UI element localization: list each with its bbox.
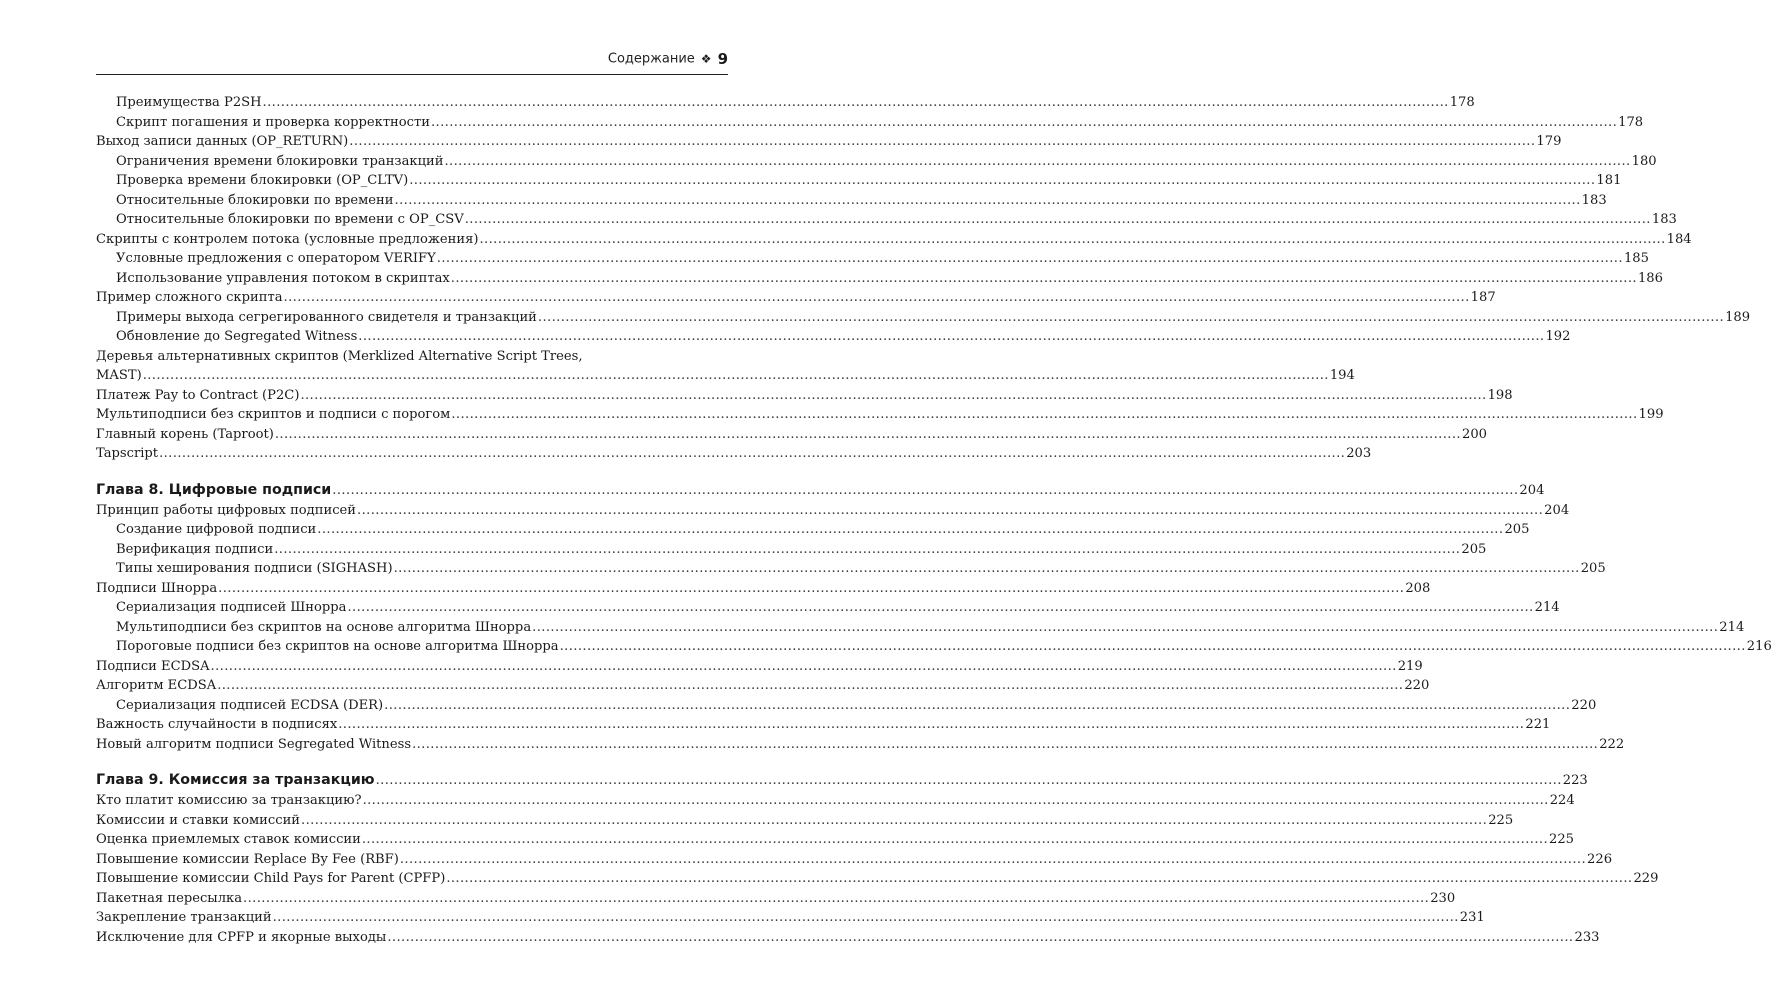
toc-entry[interactable] — [96, 132, 1562, 152]
dot-leader: .................................................................................................................................................................................................................................................................... — [358, 329, 1545, 344]
toc-entry-label: Обновление до Segregated Witness — [116, 329, 358, 344]
toc-entry-page: 208 — [1405, 580, 1431, 596]
toc-entry-label: Деревья альтернативных скриптов (Merklized Alternative Script Trees, — [96, 348, 583, 364]
dot-leader: .................................................................................................................................................................................................................................................................... — [412, 736, 1599, 752]
toc-section-chapter8 — [96, 501, 1772, 755]
dot-leader: .................................................................................................................................................................................................................................................................... — [394, 192, 1581, 208]
toc-entry-label: Условные предложения с оператором VERIFY — [116, 251, 436, 266]
toc-entry-label: Скрипт погашения и проверка корректности — [116, 114, 430, 130]
toc-entry[interactable] — [96, 288, 1496, 308]
toc-entry-page: 183 — [1651, 212, 1677, 227]
dot-leader: .................................................................................................................................................................................................................................................................... — [357, 502, 1544, 518]
toc-entry[interactable] — [96, 152, 1657, 172]
toc-entry[interactable] — [96, 928, 1600, 948]
toc-entry-page: 229 — [1633, 871, 1659, 886]
toc-entry-label: Пакетная пересылка — [96, 890, 243, 906]
dot-leader: .................................................................................................................................................................................................................................................................... — [399, 851, 1587, 867]
toc-entry-label: Исключение для CPFP и якорные выходы — [96, 929, 387, 945]
toc-entry-page: 216 — [1746, 639, 1772, 654]
toc-entry-page: 189 — [1725, 309, 1751, 325]
dot-leader: .................................................................................................................................................................................................................................................................... — [300, 387, 1487, 403]
toc-entry-page: 231 — [1459, 910, 1485, 925]
toc-entry-label: Оценка приемлемых ставок комиссии — [96, 832, 361, 847]
toc-entry[interactable] — [96, 850, 1613, 870]
toc-entry-label: Закрепление транзакций — [96, 910, 272, 925]
toc-entry-label: MAST) — [96, 368, 142, 383]
toc-entry-label: Пример сложного скрипта — [96, 290, 283, 305]
toc-entry-label: Типы хеширования подписи (SIGHASH) — [116, 561, 393, 576]
toc-entry[interactable] — [96, 444, 1372, 464]
toc-entry-page: 199 — [1638, 407, 1664, 422]
dot-leader: .................................................................................................................................................................................................................................................................... — [272, 910, 1459, 925]
toc-section-chapter9 — [96, 791, 1659, 947]
toc-entry-page: 225 — [1488, 812, 1514, 828]
toc-entry-label: Верификация подписи — [116, 541, 274, 557]
dot-leader: .................................................................................................................................................................................................................................................................... — [243, 890, 1430, 906]
toc-entry-label: Сериализация подписей ECDSA (DER) — [116, 697, 384, 713]
dot-leader: .................................................................................................................................................................................................................................................................... — [450, 270, 1637, 286]
dot-leader: .................................................................................................................................................................................................................................................................... — [464, 212, 1651, 227]
toc-entry-page: 178 — [1449, 95, 1475, 110]
toc-entry-label: Важность случайности в подписях — [96, 717, 338, 732]
toc-entry-page: 187 — [1470, 290, 1496, 305]
toc-entry-page: 184 — [1666, 231, 1692, 247]
toc-entry[interactable] — [96, 676, 1430, 696]
toc-entry-label: Ограничения времени блокировки транзакций — [116, 153, 444, 169]
toc-entry-page: 205 — [1504, 522, 1530, 537]
toc-section-chapter7-continued — [96, 93, 1751, 347]
toc-entry-label: Пороговые подписи без скриптов на основе алгоритма Шнорра — [116, 639, 559, 654]
toc-entry[interactable] — [96, 540, 1487, 560]
toc-entry[interactable] — [96, 715, 1551, 735]
toc-entry-label: Относительные блокировки по времени с OP_CSV — [116, 212, 464, 227]
toc-entry-page: 220 — [1571, 697, 1597, 713]
toc-entry-label: Подписи ECDSA — [96, 658, 210, 674]
page-number: 9 — [717, 50, 728, 68]
toc-entry-label: Сериализация подписей Шнорра — [116, 600, 347, 615]
toc-entry-label: Tapscript — [96, 446, 159, 461]
toc-entry-label: Алгоритм ECDSA — [96, 678, 217, 693]
dot-leader: .................................................................................................................................................................................................................................................................... — [301, 812, 1488, 828]
toc-entry-page: 178 — [1618, 114, 1644, 130]
toc-chapter-9[interactable] — [96, 769, 1588, 791]
dot-leader: .................................................................................................................................................................................................................................................................... — [451, 407, 1638, 422]
toc-entry-label: Мультиподписи без скриптов и подписи с порогом — [96, 407, 451, 422]
dot-leader: .................................................................................................................................................................................................................................................................... — [347, 600, 1534, 615]
toc-entry-page: 205 — [1580, 561, 1606, 576]
toc-entry[interactable] — [96, 735, 1625, 755]
dot-leader: .................................................................................................................................................................................................................................................................... — [444, 153, 1631, 169]
dot-leader: .................................................................................................................................................................................................................................................................... — [430, 114, 1618, 130]
toc-entry[interactable] — [96, 637, 1772, 657]
dot-leader: .................................................................................................................................................................................................................................................................... — [218, 580, 1405, 596]
dot-leader: .................................................................................................................................................................................................................................................................... — [142, 368, 1329, 383]
toc-entry-label: Кто платит комиссию за транзакцию? — [96, 793, 362, 808]
toc-entry-label: Создание цифровой подписи — [116, 522, 317, 537]
toc-entry-page: 183 — [1581, 192, 1607, 208]
dot-leader: .................................................................................................................................................................................................................................................................... — [338, 717, 1525, 732]
toc-entry-label: Новый алгоритм подписи Segregated Witness — [96, 736, 412, 752]
toc-entry[interactable] — [96, 308, 1751, 328]
toc-entry[interactable] — [96, 811, 1514, 831]
toc-entry[interactable] — [96, 113, 1644, 133]
dot-leader: .................................................................................................................................................................................................................................................................... — [559, 639, 1746, 654]
chapter-title: Глава 9. Комиссия за транзакцию — [96, 772, 375, 788]
toc-entry-label: Мультиподписи без скриптов на основе алгоритма Шнорра — [116, 619, 532, 635]
toc-entry[interactable] — [96, 791, 1575, 811]
toc-entry[interactable] — [96, 501, 1570, 521]
dot-leader: .................................................................................................................................................................................................................................................................... — [537, 309, 1725, 325]
dot-leader: .................................................................................................................................................................................................................................................................... — [349, 134, 1536, 149]
toc-entry[interactable] — [96, 269, 1663, 289]
toc-entry-page: 203 — [1346, 446, 1372, 461]
dot-leader: .................................................................................................................................................................................................................................................................... — [387, 929, 1574, 945]
toc-entry-mast-line2[interactable] — [96, 366, 1355, 386]
toc-entry[interactable] — [96, 908, 1485, 928]
toc-entry[interactable] — [96, 230, 1692, 250]
toc-entry-label: Использование управления потоком в скриптах — [116, 270, 450, 286]
toc-entry-page: 205 — [1461, 541, 1487, 557]
toc-entry-page: 225 — [1549, 832, 1575, 847]
toc-entry-page: 180 — [1631, 153, 1657, 169]
toc-entry-page: 221 — [1525, 717, 1551, 732]
toc-entry[interactable] — [96, 830, 1575, 850]
toc-entry-page: 219 — [1397, 658, 1423, 674]
toc-entry-label: Принцип работы цифровых подписей — [96, 502, 357, 518]
dot-leader: .................................................................................................................................................................................................................................................................... — [317, 522, 1504, 537]
dot-leader: .................................................................................................................................................................................................................................................................... — [210, 658, 1397, 674]
toc-entry-mast-line1[interactable] — [96, 347, 728, 367]
dot-leader: .................................................................................................................................................................................................................................................................... — [361, 832, 1549, 847]
running-header — [96, 50, 728, 75]
dot-leader: .................................................................................................................................................................................................................................................................... — [262, 95, 1449, 110]
toc-entry-page: 222 — [1599, 736, 1625, 752]
toc-entry-label: Повышение комиссии Replace By Fee (RBF) — [96, 851, 399, 867]
toc-entry[interactable] — [96, 657, 1423, 677]
dot-leader: .................................................................................................................................................................................................................................................................... — [446, 871, 1633, 886]
toc-entry-page: 214 — [1719, 619, 1745, 635]
toc-entry-page: 179 — [1536, 134, 1562, 149]
toc-entry-page: 200 — [1461, 426, 1487, 442]
toc-entry-label: Платеж Pay to Contract (P2C) — [96, 387, 300, 403]
toc-entry[interactable] — [96, 93, 1475, 113]
dot-leader: .................................................................................................................................................................................................................................................................... — [332, 482, 1519, 498]
dot-leader: .................................................................................................................................................................................................................................................................... — [217, 678, 1404, 693]
chapter-page: 223 — [1562, 773, 1588, 788]
toc-section-chapter7-end — [96, 386, 1664, 464]
ornament-icon: ❖ — [700, 52, 712, 66]
toc-entry-page: 186 — [1637, 270, 1663, 286]
toc-entry[interactable] — [96, 696, 1597, 716]
dot-leader: .................................................................................................................................................................................................................................................................... — [393, 561, 1580, 576]
dot-leader: .................................................................................................................................................................................................................................................................... — [375, 773, 1562, 788]
toc-entry-page: 185 — [1623, 251, 1649, 266]
toc-entry-label: Подписи Шнорра — [96, 580, 218, 596]
dot-leader: .................................................................................................................................................................................................................................................................... — [409, 173, 1596, 188]
toc-entry[interactable] — [96, 327, 1571, 347]
toc-chapter-8[interactable] — [96, 479, 1545, 501]
toc-entry-label: Преимущества P2SH — [116, 95, 262, 110]
running-header-title: Содержание — [607, 51, 695, 67]
dot-leader: .................................................................................................................................................................................................................................................................... — [283, 290, 1470, 305]
toc-entry[interactable] — [96, 559, 1606, 579]
dot-leader: .................................................................................................................................................................................................................................................................... — [362, 793, 1549, 808]
dot-leader: .................................................................................................................................................................................................................................................................... — [159, 446, 1346, 461]
dot-leader: .................................................................................................................................................................................................................................................................... — [274, 426, 1461, 442]
toc-entry-page: 194 — [1329, 368, 1355, 383]
toc-entry[interactable] — [96, 520, 1530, 540]
toc-entry-page: 233 — [1574, 929, 1600, 945]
chapter-title: Глава 8. Цифровые подписи — [96, 481, 332, 498]
toc-entry-page: 224 — [1549, 793, 1575, 808]
toc-entry[interactable] — [96, 386, 1513, 406]
toc-entry[interactable] — [96, 210, 1677, 230]
dot-leader: .................................................................................................................................................................................................................................................................... — [274, 541, 1461, 557]
toc-entry-label: Главный корень (Taproot) — [96, 426, 274, 442]
toc-entry[interactable] — [96, 618, 1745, 638]
toc-entry[interactable] — [96, 579, 1431, 599]
toc-entry-page: 230 — [1430, 890, 1456, 906]
toc-entry[interactable] — [96, 405, 1664, 425]
toc-entry[interactable] — [96, 191, 1607, 211]
dot-leader: .................................................................................................................................................................................................................................................................... — [384, 697, 1571, 713]
toc-entry[interactable] — [96, 869, 1659, 889]
toc-entry-page: 220 — [1404, 678, 1430, 693]
toc-entry-page: 226 — [1587, 851, 1613, 867]
toc-entry-page: 181 — [1596, 173, 1622, 188]
toc-entry-label: Проверка времени блокировки (OP_CLTV) — [116, 173, 409, 188]
toc-entry[interactable] — [96, 425, 1487, 445]
toc-entry-label: Относительные блокировки по времени — [116, 192, 394, 208]
toc-entry-label: Повышение комиссии Child Pays for Parent (CPFP) — [96, 871, 446, 886]
toc-entry[interactable] — [96, 598, 1560, 618]
toc-entry[interactable] — [96, 171, 1622, 191]
toc-entry-label: Выход записи данных (OP_RETURN) — [96, 134, 349, 149]
toc-entry[interactable] — [96, 249, 1649, 269]
toc-entry[interactable] — [96, 889, 1456, 909]
toc-entry-page: 198 — [1487, 387, 1513, 403]
toc-entry-page: 192 — [1545, 329, 1571, 344]
toc-entry-label: Скрипты с контролем потока (условные предложения) — [96, 231, 479, 247]
toc-entry-page: 214 — [1534, 600, 1560, 615]
dot-leader: .................................................................................................................................................................................................................................................................... — [479, 231, 1666, 247]
toc-entry-label: Примеры выхода сегрегированного свидетеля и транзакций — [116, 309, 537, 325]
toc-entry-label: Комиссии и ставки комиссий — [96, 812, 301, 828]
table-of-contents — [96, 93, 1772, 947]
toc-entry-page: 204 — [1544, 502, 1570, 518]
dot-leader: .................................................................................................................................................................................................................................................................... — [436, 251, 1623, 266]
dot-leader: .................................................................................................................................................................................................................................................................... — [532, 619, 1719, 635]
chapter-page: 204 — [1519, 482, 1545, 498]
